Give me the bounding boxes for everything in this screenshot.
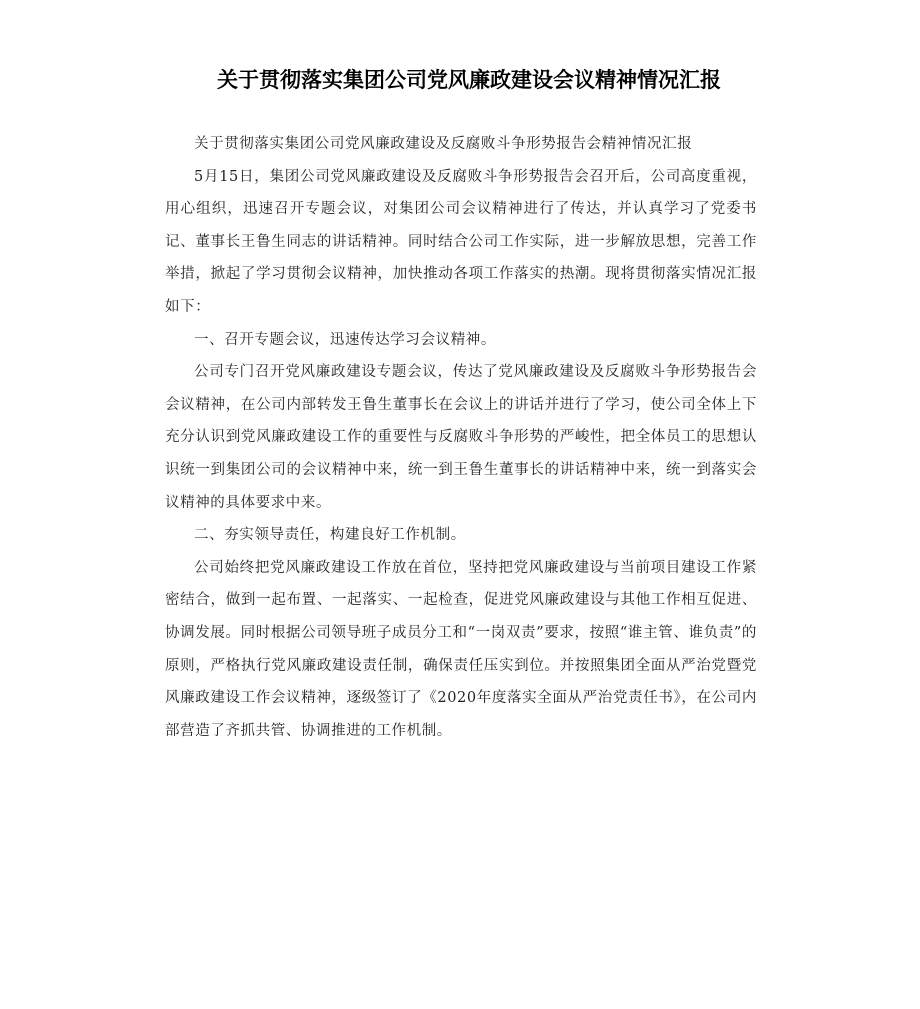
paragraph: 公司始终把党风廉政建设工作放在首位，坚持把党风廉政建设与当前项目建设工作紧密结合，做到一起布置、一起落实、一起检查，促进党风廉政建设与其他工作相互促进、协调发展。同时根据公司领导班子成员分工和“一岗双责”要求，按照“谁主管、谁负责”的原则，严格执行党风廉政建设责任制，确保责任压实到位。并按照集团全面从严治党暨党风廉政建设工作会议精神，逐级签订了《2020年度落实全面从严治党责任书》，在公司内部营造了齐抓共管、协调推进的工作机制。 <box>165 559 757 739</box>
section-heading: 一、召开专题会议，迅速传达学习会议精神。 <box>194 331 496 348</box>
paragraph: 5月15日，集团公司党风廉政建设及反腐败斗争形势报告会召开后，公司高度重视，用心组织，迅速召开专题会议，对集团公司会议精神进行了传达，并认真学习了党委书记、董事长王鲁生同志的讲话精神。同时结合公司工作实际，进一步解放思想，完善工作举措，掀起了学习贯彻会议精神，加快推动各项工作落实的热潮。现将贯彻落实情况汇报如下： <box>165 168 757 315</box>
document-body <box>165 128 757 747</box>
paragraph: 关于贯彻落实集团公司党风廉政建设及反腐败斗争形势报告会精神情况汇报 <box>194 136 693 152</box>
document-title: 关于贯彻落实集团公司党风廉政建设会议精神情况汇报 <box>217 68 721 92</box>
paragraph: 公司专门召开党风廉政建设专题会议，传达了党风廉政建设及反腐败斗争形势报告会会议精神，在公司内部转发王鲁生董事长在会议上的讲话并进行了学习，使公司全体上下充分认识到党风廉政建设工作的重要性与反腐败斗争形势的严峻性，把全体员工的思想认识统一到集团公司的会议精神中来，统一到王鲁生董事长的讲话精神中来，统一到落实会议精神的具体要求中来。 <box>165 364 757 511</box>
section-heading: 二、夯实领导责任，构建良好工作机制。 <box>194 527 466 544</box>
